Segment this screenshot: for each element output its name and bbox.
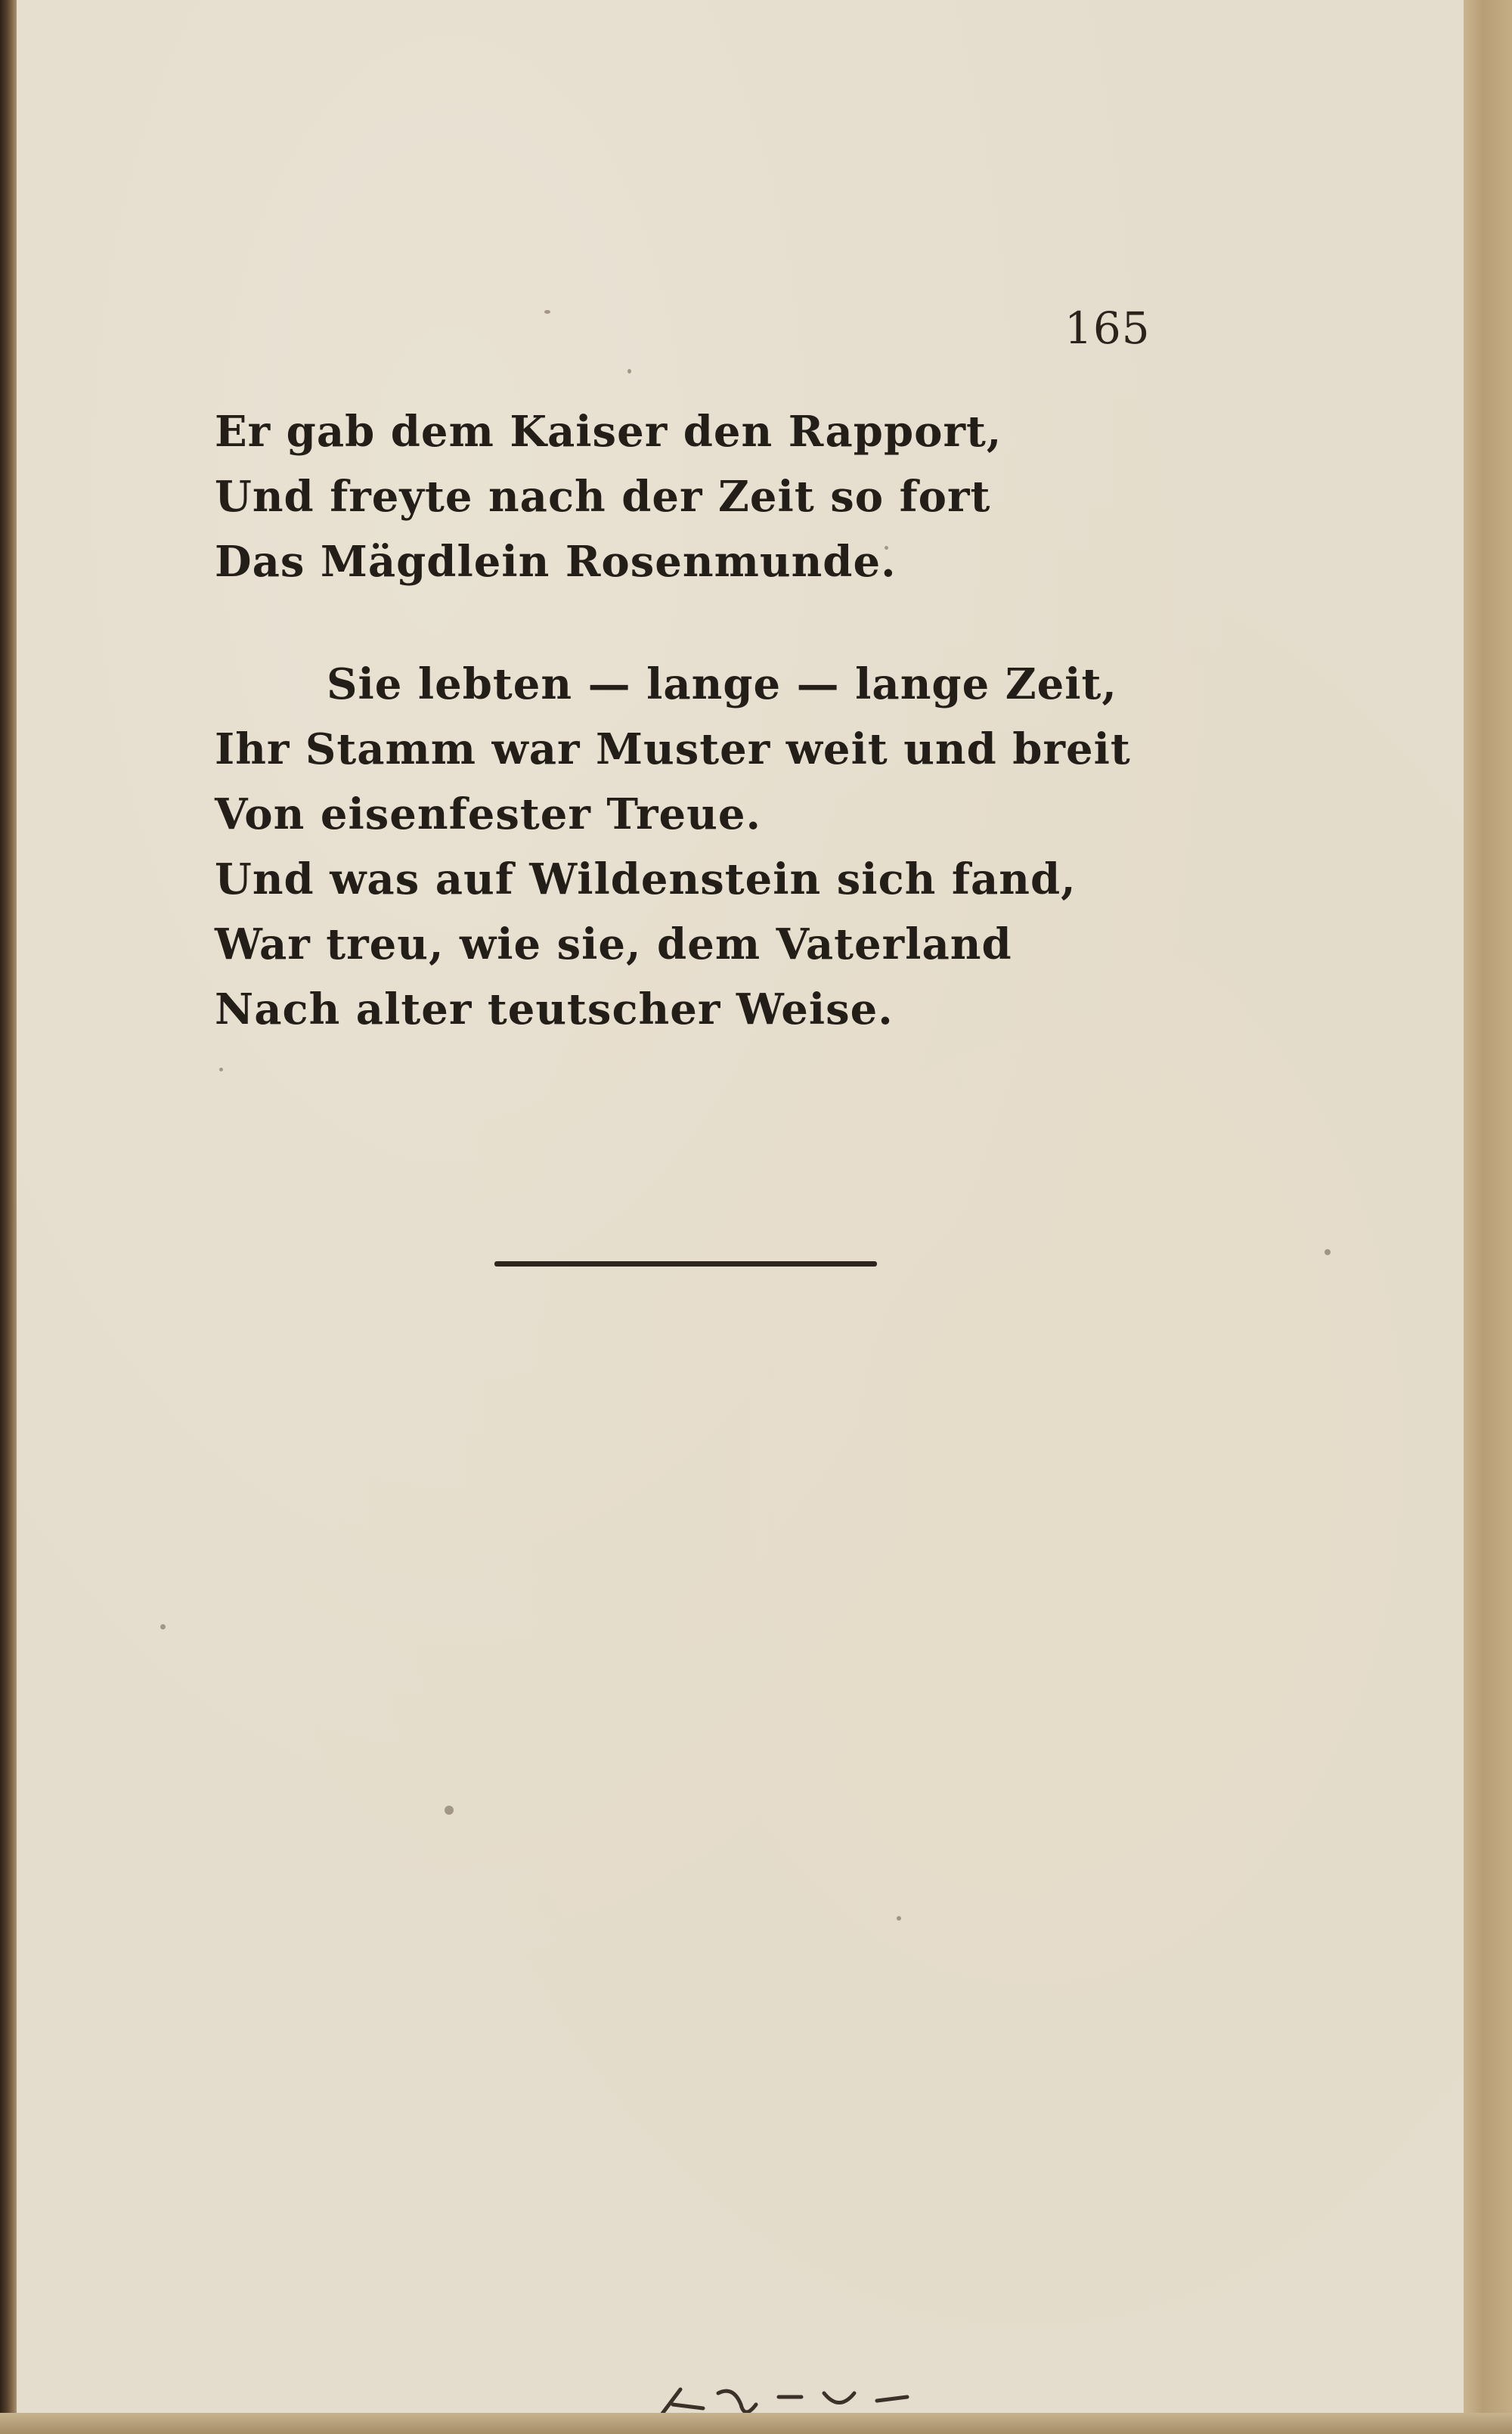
- paper-page: [17, 0, 1464, 2413]
- verse-line: Und was auf Wildenstein sich fand,: [215, 854, 1077, 904]
- book-spine: [0, 0, 17, 2434]
- paper-speck: [445, 1806, 454, 1815]
- verse-line: Und freyte nach der Zeit so fort: [215, 472, 991, 522]
- poem-stanza-2: [215, 652, 1131, 1042]
- paper-speck: [897, 1916, 901, 1921]
- verse-line: War treu, wie sie, dem Vaterland: [215, 919, 1012, 969]
- paper-speck: [544, 310, 550, 314]
- verse-line: Sie lebten — lange — lange Zeit,: [327, 659, 1117, 709]
- poem-stanza-1: [215, 399, 1002, 594]
- page-number: 165: [1064, 302, 1151, 354]
- verse-line: Ihr Stamm war Muster weit und breit: [215, 724, 1131, 774]
- section-divider-rule: [494, 1261, 877, 1267]
- paper-speck: [219, 1068, 223, 1071]
- verse-line: Von eisenfester Treue.: [215, 789, 761, 839]
- paper-speck: [160, 1624, 166, 1629]
- verse-line: Er gab dem Kaiser den Rapport,: [215, 407, 1002, 457]
- book-cover-edge: [1464, 0, 1512, 2434]
- paper-speck: [627, 369, 631, 374]
- book-bottom-edge: [0, 2413, 1512, 2434]
- verse-line: Nach alter teutscher Weise.: [215, 984, 894, 1034]
- paper-speck: [1325, 1249, 1331, 1255]
- verse-line: Das Mägdlein Rosenmunde.: [215, 537, 897, 587]
